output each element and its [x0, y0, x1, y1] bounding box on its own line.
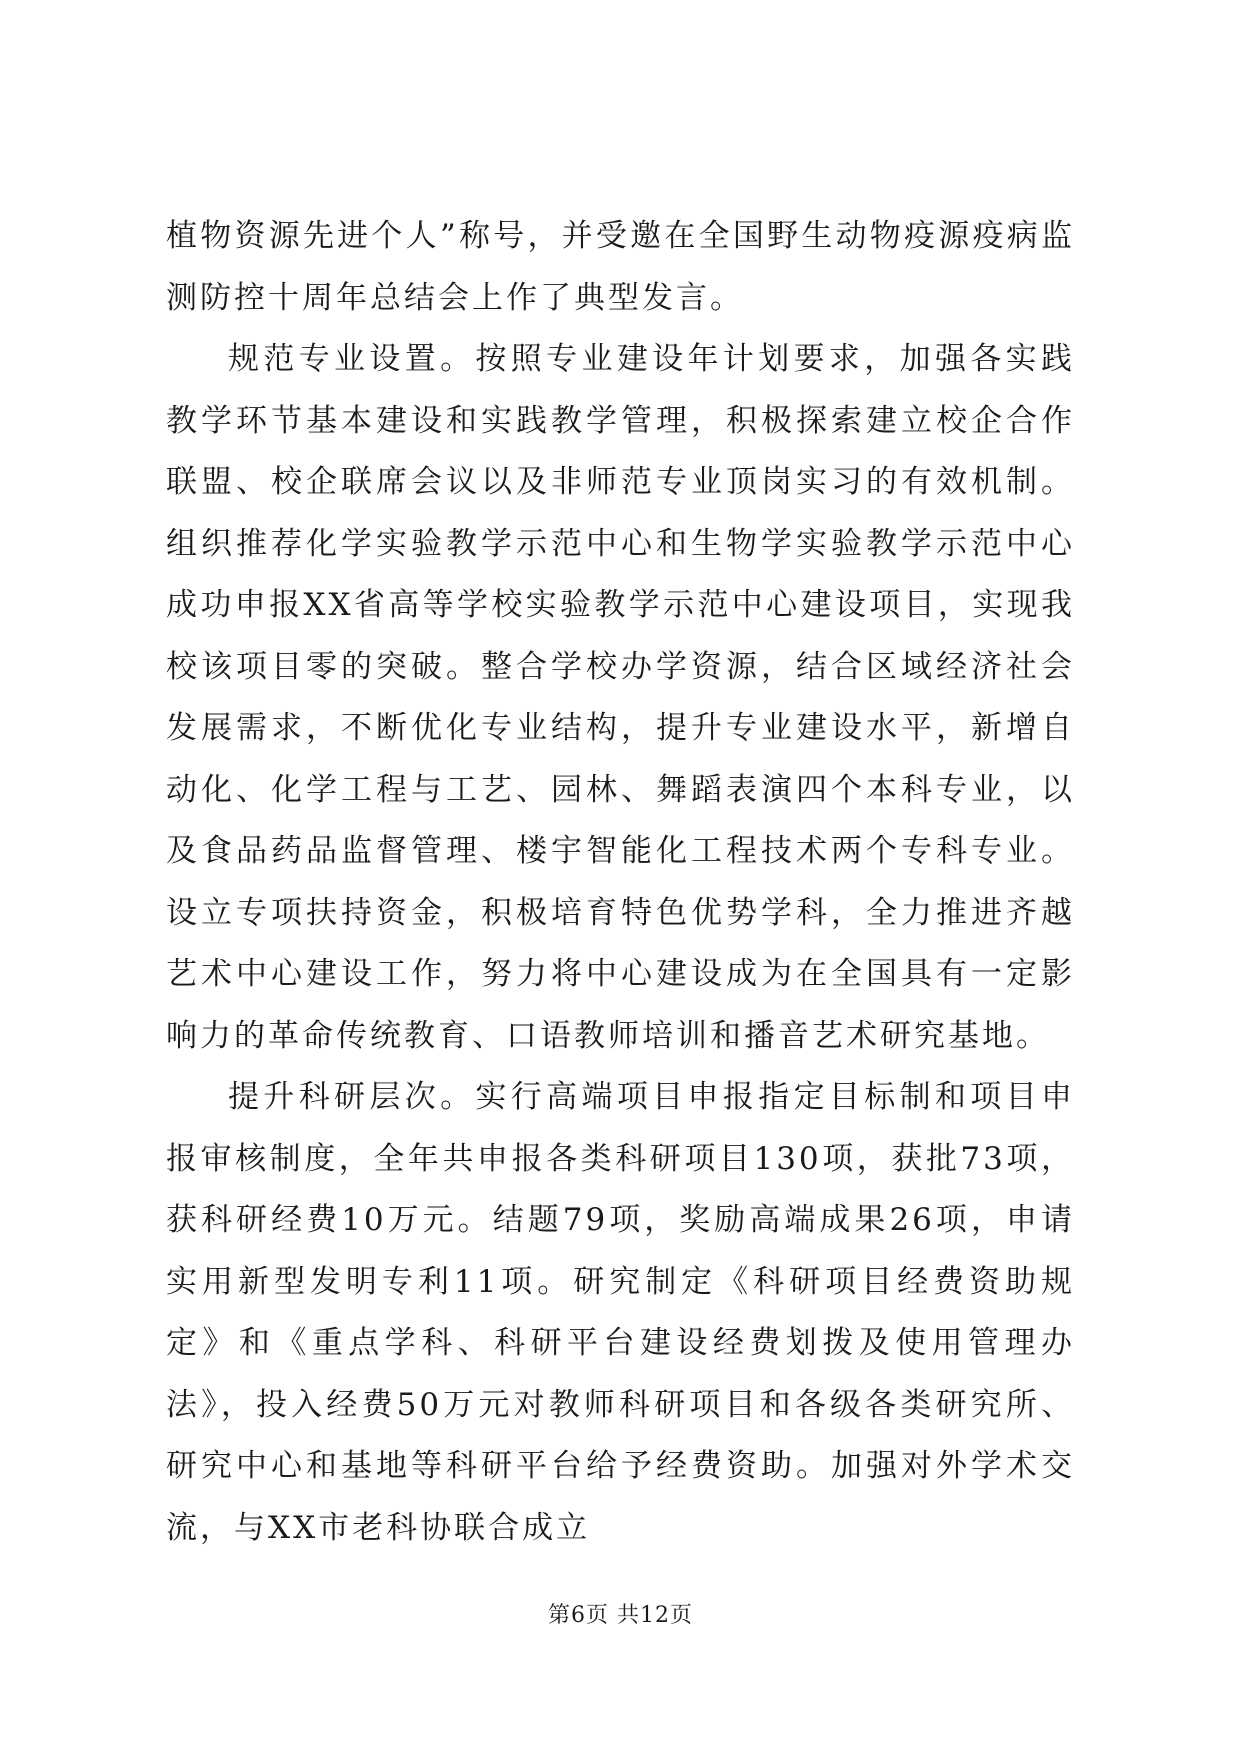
paragraph-research-level: 提升科研层次。实行高端项目申报指定目标制和项目申报审核制度，全年共申报各类科研项目130项，获批73项，获科研经费10万元。结题79项，奖励高端成果26项，申请实用新型发明专利11项。研究制定《科研项目经费资助规定》和《重点学科、科研平台建设经费划拨及使用管理办法》，投入经费50万元对教师科研项目和各级各类研究所、研究中心和基地等科研平台给予经费资助。加强对外学术交流，与XX市老科协联合成立 [166, 1079, 1075, 1546]
paragraph-continuation: 植物资源先进个人”称号，并受邀在全国野生动物疫源疫病监测防控十周年总结会上作了典型发言。 [166, 218, 1075, 316]
document-body [166, 206, 1075, 1559]
page-footer: 第6页 共12页 [548, 1603, 693, 1628]
paragraph-specialty-setup: 规范专业设置。按照专业建设年计划要求，加强各实践教学环节基本建设和实践教学管理，积极探索建立校企合作联盟、校企联席会议以及非师范专业顶岗实习的有效机制。组织推荐化学实验教学示范中心和生物学实验教学示范中心成功申报XX省高等学校实验教学示范中心建设项目，实现我校该项目零的突破。整合学校办学资源，结合区域经济社会发展需求，不断优化专业结构，提升专业建设水平，新增自动化、化学工程与工艺、园林、舞蹈表演四个本科专业，以及食品药品监督管理、楼宇智能化工程技术两个专科专业。设立专项扶持资金，积极培育特色优势学科，全力推进齐越艺术中心建设工作，努力将中心建设成为在全国具有一定影响力的革命传统教育、口语教师培训和播音艺术研究基地。 [166, 341, 1075, 1054]
